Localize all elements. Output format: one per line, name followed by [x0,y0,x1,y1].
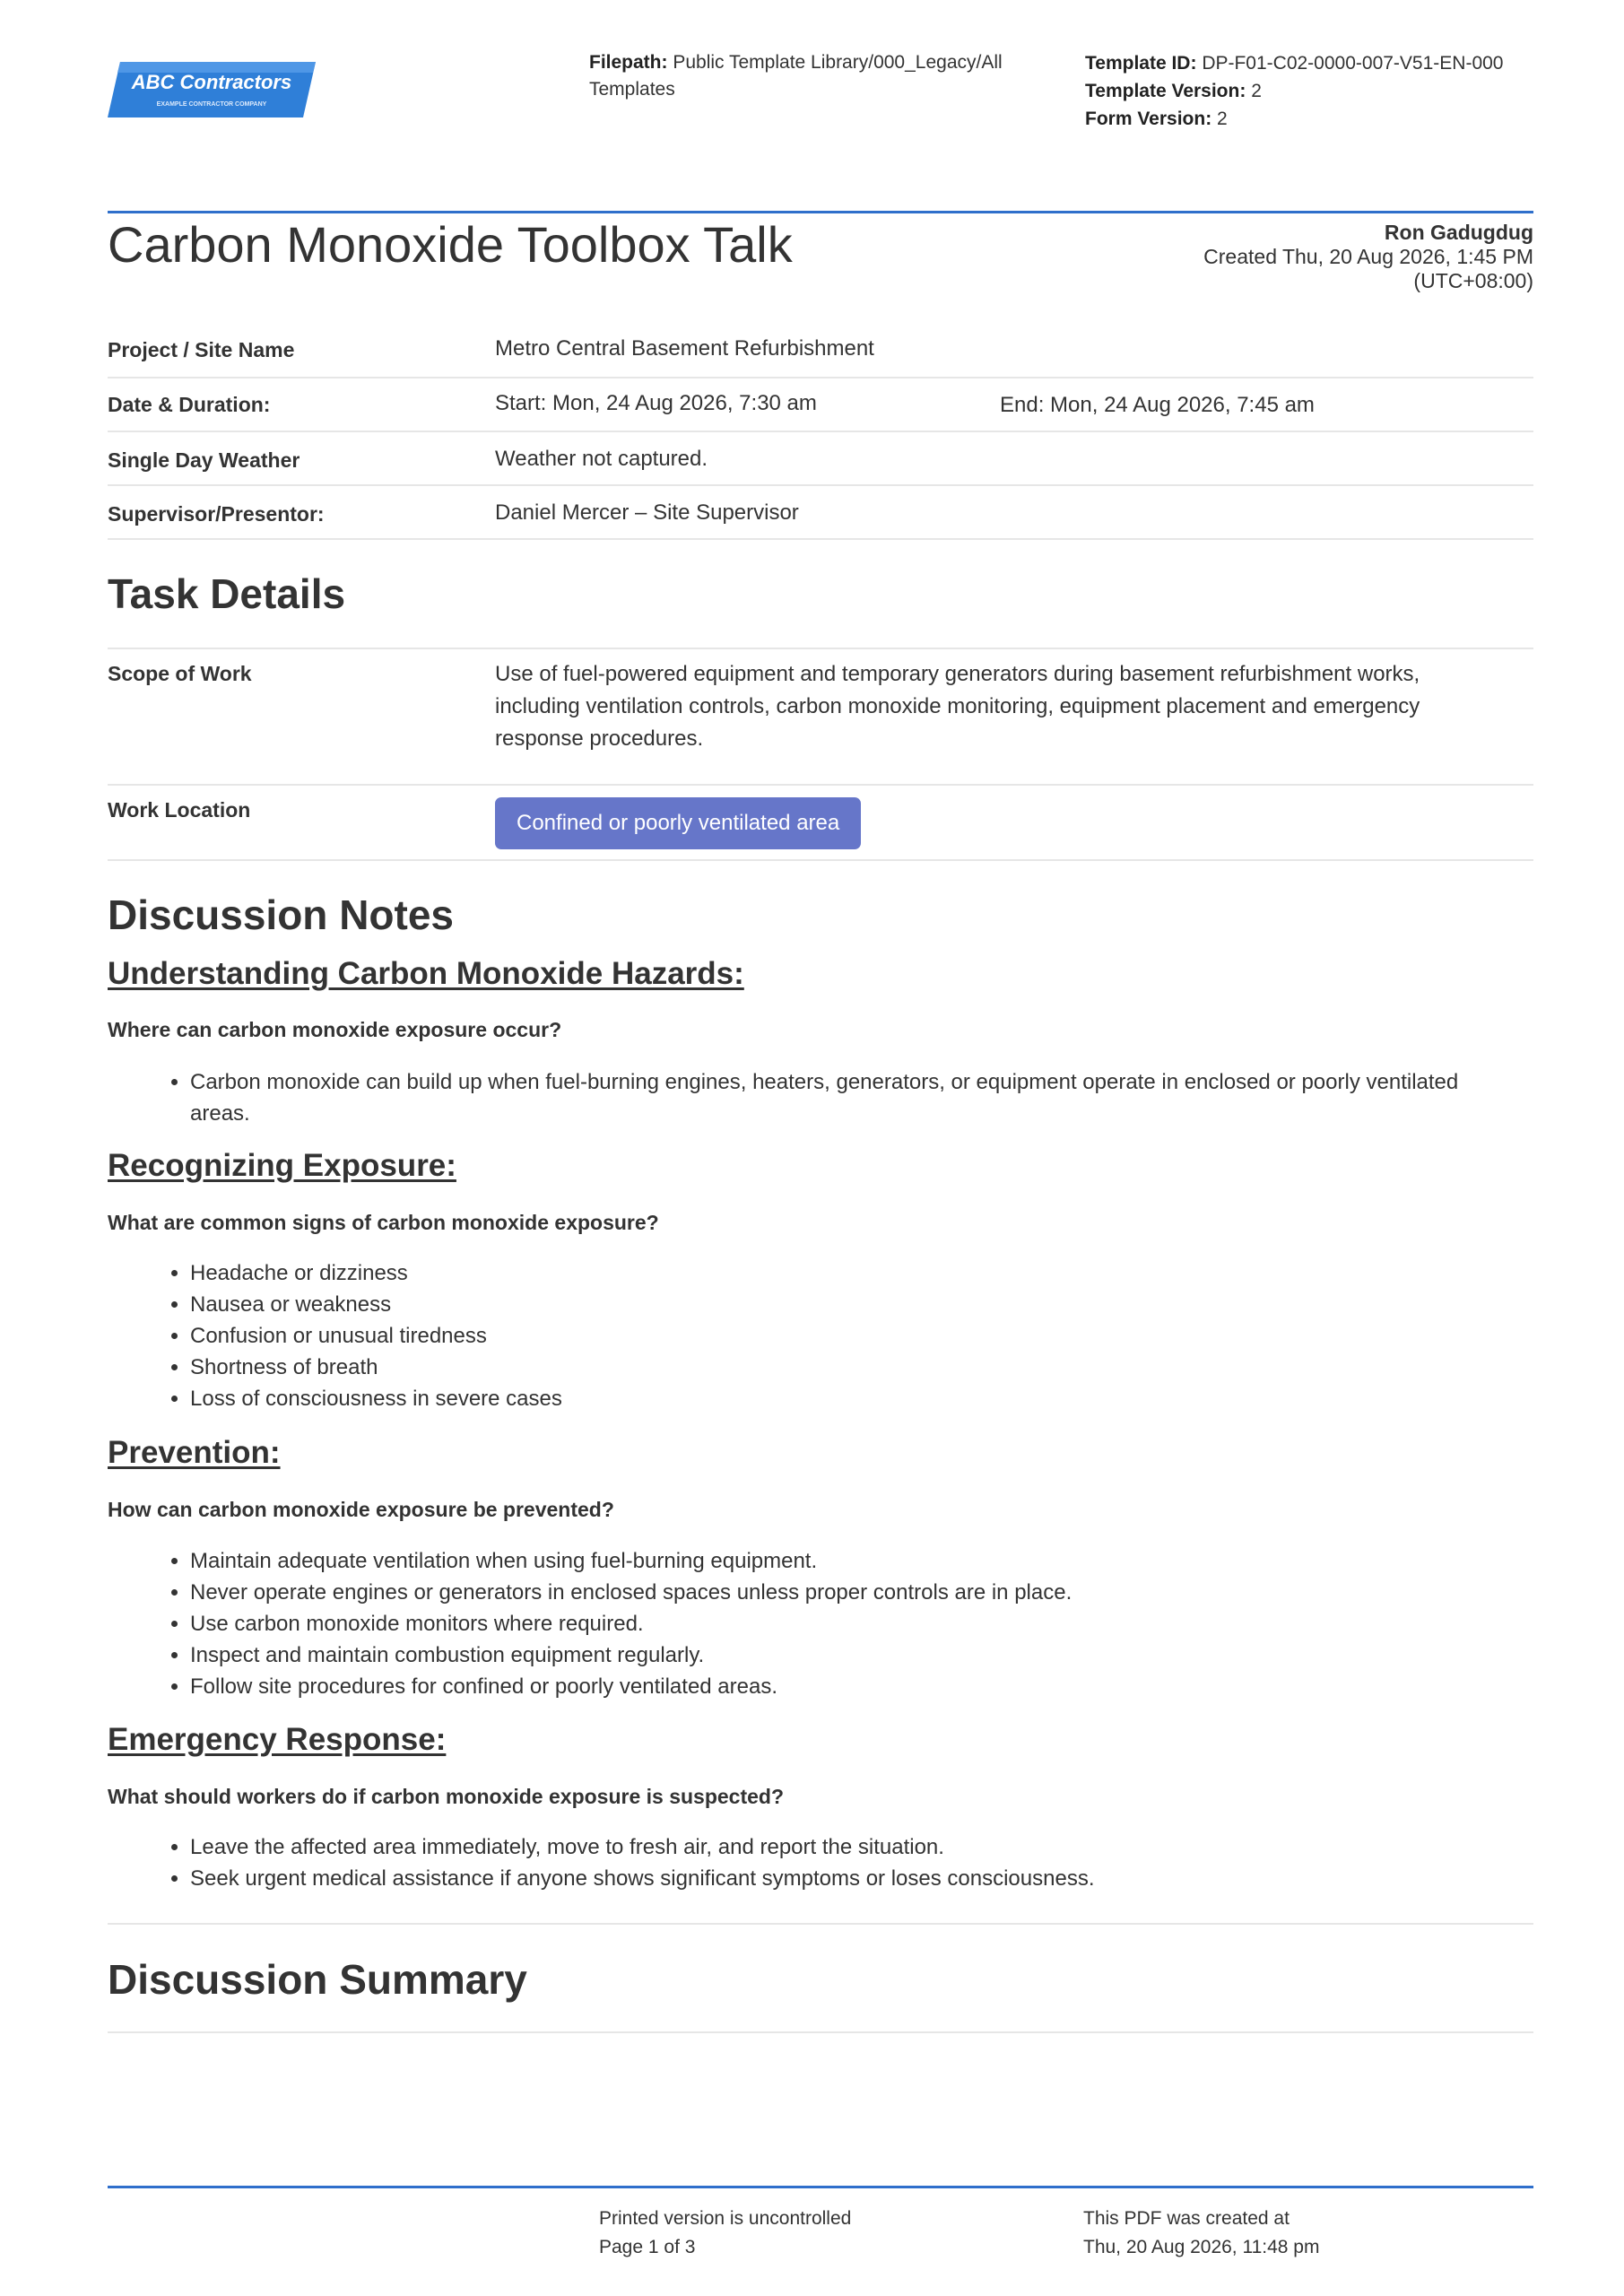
template-id-label: Template ID: [1085,53,1197,74]
info-row-date [108,378,1533,432]
list-item: • Maintain adequate ventilation when using fuel-burning equipment. [190,1545,1507,1577]
discussion-notes-heading: Discussion Notes [108,891,454,938]
work-location-chip[interactable]: Confined or poorly ventilated area [495,797,861,849]
document-page [108,0,1533,2296]
created-timezone: (UTC+08:00) [1413,269,1533,292]
list-item: • Follow site procedures for confined or poorly ventilated areas. [190,1671,1507,1702]
form-version-label: Form Version: [1085,109,1212,129]
author-block [1203,221,1533,293]
scope-of-work-row [108,649,1533,786]
created-date: Created Thu, 20 Aug 2026, 1:45 PM [1203,245,1533,268]
question-prevention: How can carbon monoxide exposure be prevented? [108,1498,614,1521]
info-row-supervisor [108,486,1533,540]
list-item: • Seek urgent medical assistance if anyone shows significant symptoms or loses consciousness. [190,1863,1507,1894]
info-value-end: End: Mon, 24 Aug 2026, 7:45 am [1000,393,1315,417]
section-title-hazards: Understanding Carbon Monoxide Hazards: [108,956,744,991]
footer-right [1083,2205,1319,2262]
bullet-list-emergency [108,1831,1507,1894]
form-version [1085,105,1533,133]
filepath-value: Public Template Library/000_Legacy/All Templates [589,52,1003,100]
pdf-created-value: Thu, 20 Aug 2026, 11:48 pm [1083,2237,1320,2257]
logo-tagline: EXAMPLE CONTRACTOR COMPANY [156,101,267,108]
pdf-created-label: This PDF was created at [1083,2208,1290,2229]
list-item: • Never operate engines or generators in enclosed spaces unless proper controls are in place. [190,1577,1507,1608]
list-item: • Headache or dizziness [190,1257,1507,1289]
section-title-recognizing: Recognizing Exposure: [108,1148,456,1183]
divider [108,1923,1533,1925]
info-label: Date & Duration: [108,393,271,416]
author-name: Ron Gadugdug [1384,221,1533,244]
question-recognizing: What are common signs of carbon monoxide exposure? [108,1211,659,1234]
question-hazards: Where can carbon monoxide exposure occur? [108,1018,562,1041]
work-location-row [108,786,1533,861]
info-value: Daniel Mercer – Site Supervisor [495,500,799,525]
question-emergency: What should workers do if carbon monoxide exposure is suspected? [108,1785,785,1808]
list-item: • Nausea or weakness [190,1289,1507,1320]
bullet-list-recognizing [108,1257,1507,1414]
list-item: • Carbon monoxide can build up when fuel-burning engines, heaters, generators, or equipment operate in enclosed or poorly ventilated areas. [190,1066,1507,1129]
template-id-value: DP-F01-C02-0000-007-V51-EN-000 [1202,53,1504,74]
list-item: • Inspect and maintain combustion equipment regularly. [190,1639,1507,1671]
task-details-heading: Task Details [108,570,346,617]
divider [108,2031,1533,2033]
template-version-value: 2 [1251,81,1262,101]
list-item: • Use carbon monoxide monitors where required. [190,1608,1507,1639]
template-version [1085,77,1533,105]
section-title-prevention: Prevention: [108,1435,281,1470]
footer-left [599,2205,851,2262]
list-item: • Confusion or unusual tiredness [190,1320,1507,1352]
filepath-label: Filepath: [589,52,668,73]
bullet-list-prevention [108,1545,1507,1702]
footer-divider [108,2186,1533,2188]
info-value-start: Start: Mon, 24 Aug 2026, 7:30 am [495,391,817,415]
info-label: Supervisor/Presentor: [108,502,325,526]
location-label: Work Location [108,798,251,822]
page-number: Page 1 of 3 [599,2237,696,2257]
company-logo [108,60,316,119]
list-item: • Leave the affected area immediately, move to fresh air, and report the situation. [190,1831,1507,1863]
form-version-value: 2 [1217,109,1228,129]
page-title: Carbon Monoxide Toolbox Talk [108,216,793,273]
uncontrolled-note: Printed version is uncontrolled [599,2208,852,2229]
template-id [1085,49,1533,77]
list-item: • Loss of consciousness in severe cases [190,1383,1507,1414]
bullet-list-hazards [108,1066,1507,1129]
scope-value: Use of fuel-powered equipment and temporary generators during basement refurbishment works, including ventilation controls, carbon monoxide monitoring, equipment placement and emergency response procedures. [495,662,1420,751]
info-value: Weather not captured. [495,447,708,471]
template-meta [1085,49,1533,133]
list-item: • Shortness of breath [190,1352,1507,1383]
section-title-emergency: Emergency Response: [108,1722,447,1757]
logo-name: ABC Contractors [131,71,292,93]
info-label: Project / Site Name [108,338,295,361]
info-row-project [108,327,1533,378]
filepath [589,49,1020,103]
template-version-label: Template Version: [1085,81,1246,101]
discussion-summary-heading: Discussion Summary [108,1956,527,2003]
info-label: Single Day Weather [108,448,300,472]
info-value: Metro Central Basement Refurbishment [495,336,874,361]
info-row-weather [108,432,1533,486]
header-divider [108,211,1533,213]
document-header [108,49,1533,164]
scope-label: Scope of Work [108,662,252,685]
